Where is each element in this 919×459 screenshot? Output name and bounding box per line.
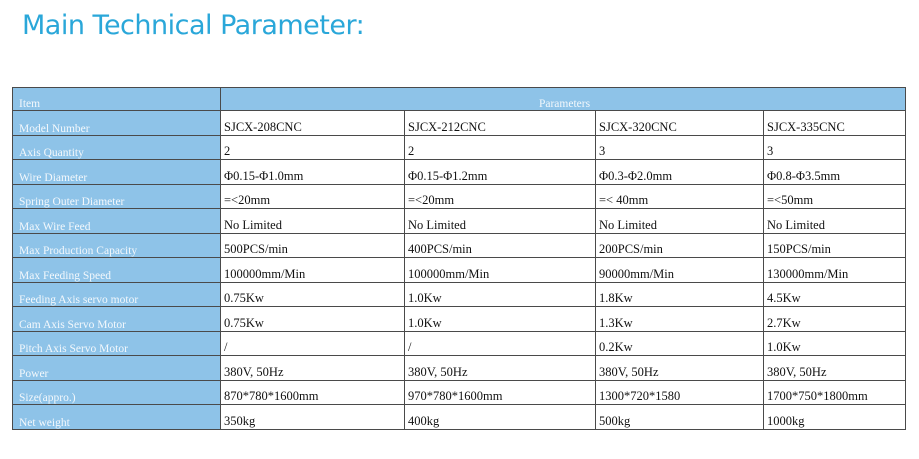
table-cell: 380V, 50Hz <box>221 356 405 381</box>
table-cell: 4.5Kw <box>764 282 906 307</box>
table-cell: 100000mm/Min <box>405 258 596 283</box>
table-cell: =<20mm <box>221 184 405 209</box>
table-cell: 380V, 50Hz <box>405 356 596 381</box>
table-cell: No Limited <box>405 209 596 234</box>
table-cell: 500kg <box>596 405 764 430</box>
table-cell: 150PCS/min <box>764 233 906 258</box>
table-cell: 1.8Kw <box>596 282 764 307</box>
table-row <box>13 307 906 332</box>
table-row <box>13 160 906 185</box>
row-label: Size(appro.) <box>13 380 221 405</box>
table-cell: 2 <box>405 135 596 160</box>
row-label: Pitch Axis Servo Motor <box>13 331 221 356</box>
table-cell: 1.0Kw <box>405 282 596 307</box>
table-row <box>13 380 906 405</box>
table-cell: 350kg <box>221 405 405 430</box>
row-label: Axis Quantity <box>13 135 221 160</box>
table-cell: Φ0.15-Φ1.2mm <box>405 160 596 185</box>
table-cell: 380V, 50Hz <box>764 356 906 381</box>
table-cell: Φ0.15-Φ1.0mm <box>221 160 405 185</box>
header-item: Item <box>13 88 221 111</box>
table-cell: 100000mm/Min <box>221 258 405 283</box>
row-label: Model Number <box>13 111 221 136</box>
table-cell: 870*780*1600mm <box>221 380 405 405</box>
row-label: Feeding Axis servo motor <box>13 282 221 307</box>
table-row <box>13 209 906 234</box>
table-cell: 400kg <box>405 405 596 430</box>
row-label: Spring Outer Diameter <box>13 184 221 209</box>
table-cell: =<50mm <box>764 184 906 209</box>
table-cell: 1300*720*1580 <box>596 380 764 405</box>
row-label: Power <box>13 356 221 381</box>
page-title: Main Technical Parameter: <box>22 10 365 41</box>
table-cell: No Limited <box>221 209 405 234</box>
table-cell: 2 <box>221 135 405 160</box>
table-cell: 970*780*1600mm <box>405 380 596 405</box>
table-cell: =<20mm <box>405 184 596 209</box>
table-row <box>13 258 906 283</box>
table-cell: / <box>221 331 405 356</box>
table-cell: 380V, 50Hz <box>596 356 764 381</box>
table-row <box>13 111 906 136</box>
table-cell: SJCX-335CNC <box>764 111 906 136</box>
table-row <box>13 331 906 356</box>
table-cell: 0.2Kw <box>596 331 764 356</box>
row-label: Net weight <box>13 405 221 430</box>
table-cell: 1.0Kw <box>764 331 906 356</box>
table-row <box>13 135 906 160</box>
table-header-row <box>13 88 906 111</box>
table-cell: No Limited <box>596 209 764 234</box>
table-cell: SJCX-208CNC <box>221 111 405 136</box>
table-cell: SJCX-320CNC <box>596 111 764 136</box>
table-cell: 0.75Kw <box>221 282 405 307</box>
table-cell: 3 <box>764 135 906 160</box>
table-cell: 500PCS/min <box>221 233 405 258</box>
table-cell: 0.75Kw <box>221 307 405 332</box>
table-cell: =< 40mm <box>596 184 764 209</box>
table-cell: 3 <box>596 135 764 160</box>
row-label: Max Production Capacity <box>13 233 221 258</box>
table-cell: 400PCS/min <box>405 233 596 258</box>
table-cell: 2.7Kw <box>764 307 906 332</box>
table-row <box>13 356 906 381</box>
table-cell: Φ0.8-Φ3.5mm <box>764 160 906 185</box>
row-label: Cam Axis Servo Motor <box>13 307 221 332</box>
table-cell: 1700*750*1800mm <box>764 380 906 405</box>
table-row <box>13 184 906 209</box>
table-cell: SJCX-212CNC <box>405 111 596 136</box>
table-row <box>13 233 906 258</box>
table-row <box>13 405 906 430</box>
table-cell: 90000mm/Min <box>596 258 764 283</box>
table-cell: Φ0.3-Φ2.0mm <box>596 160 764 185</box>
table-cell: 200PCS/min <box>596 233 764 258</box>
table-cell: 1.3Kw <box>596 307 764 332</box>
row-label: Wire Diameter <box>13 160 221 185</box>
technical-parameter-table <box>12 87 906 430</box>
table-row <box>13 282 906 307</box>
header-parameters: Parameters <box>221 88 906 111</box>
table-cell: 1.0Kw <box>405 307 596 332</box>
table-cell: 130000mm/Min <box>764 258 906 283</box>
table-cell: No Limited <box>764 209 906 234</box>
row-label: Max Feeding Speed <box>13 258 221 283</box>
table-cell: 1000kg <box>764 405 906 430</box>
table-cell: / <box>405 331 596 356</box>
row-label: Max Wire Feed <box>13 209 221 234</box>
